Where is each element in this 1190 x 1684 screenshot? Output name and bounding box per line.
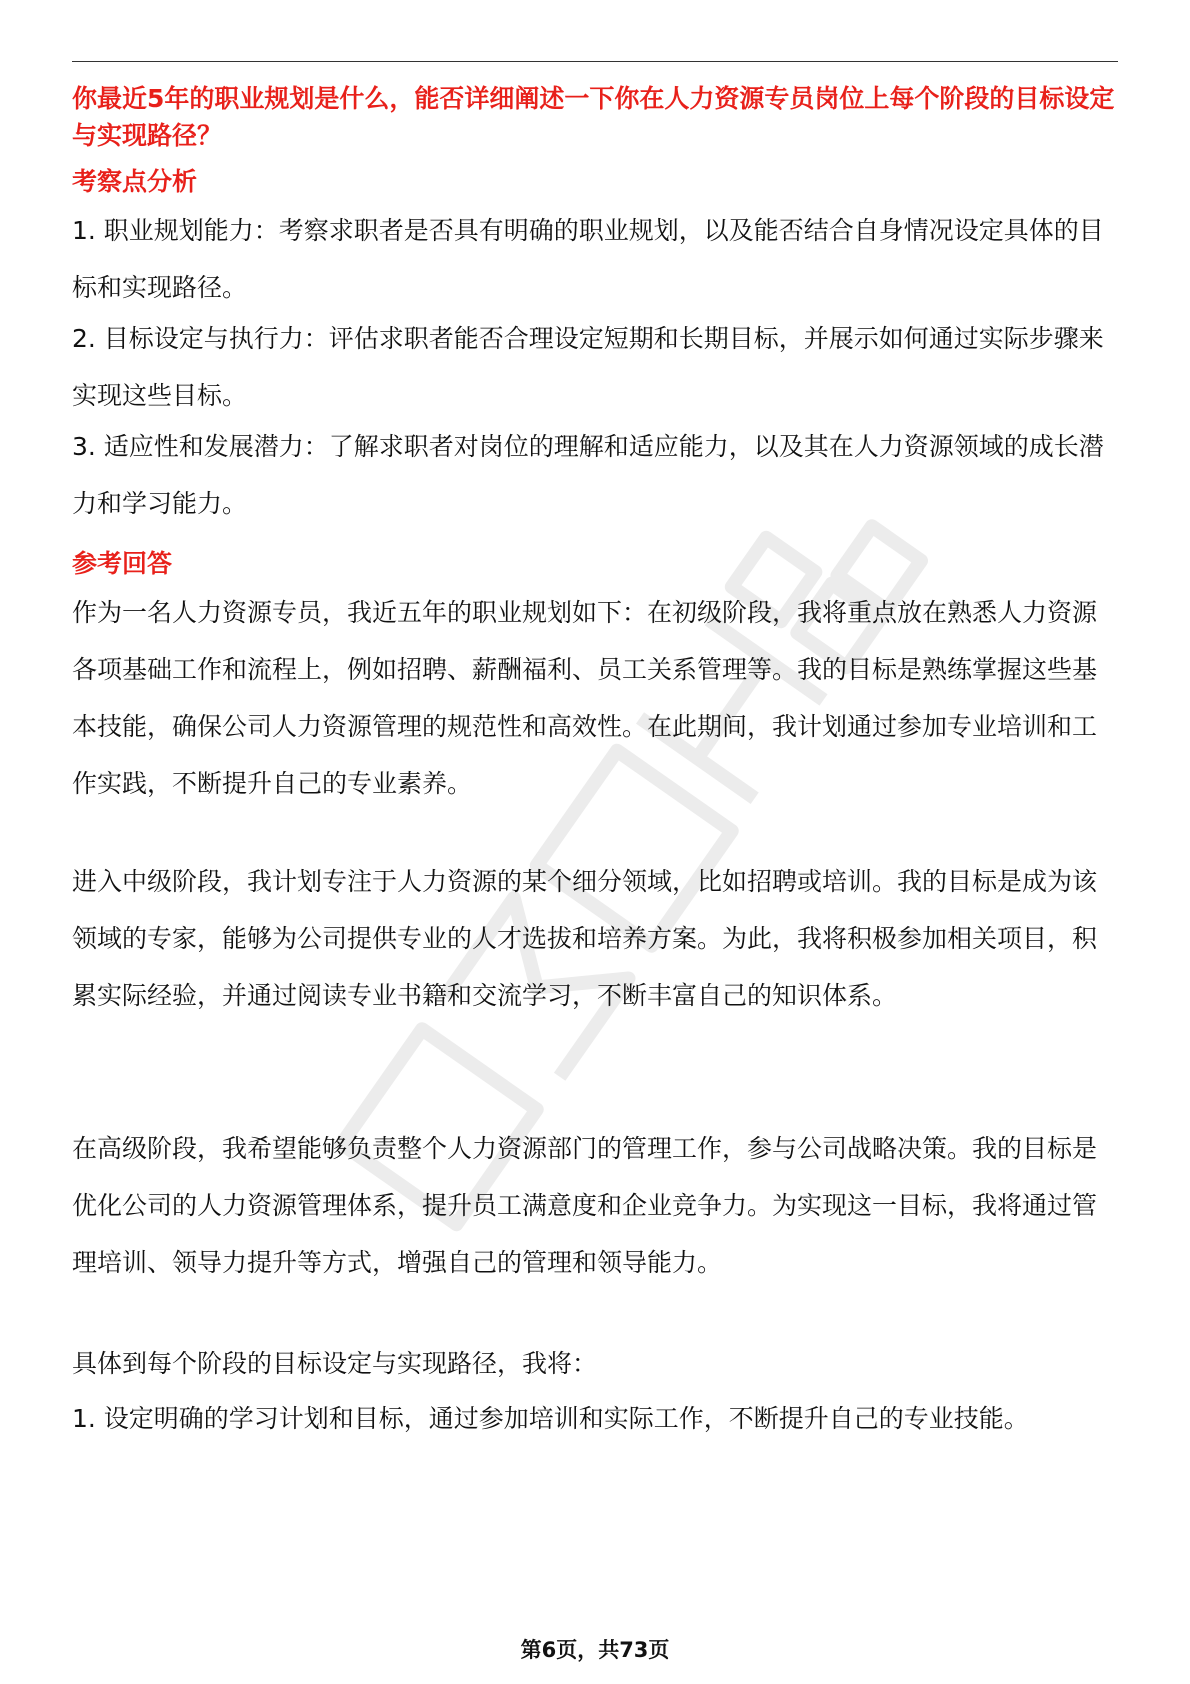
page-number-footer: 第6页，共73页 (520, 1638, 670, 1662)
answer-paragraph-3: 在高级阶段，我希望能够负责整个人力资源部门的管理工作，参与公司战略决策。我的目标是优化公司的人力资源管理体系，提升员工满意度和企业竞争力。为实现这一目标，我将通过管理培训、领导力提升等方式，增强自己的管理和领导能力。 (72, 1134, 1098, 1277)
top-divider (72, 61, 1118, 62)
answer-paragraph-5: 1. 设定明确的学习计划和目标，通过参加培训和实际工作，不断提升自己的专业技能。 (72, 1404, 1029, 1433)
answer-paragraph-1: 作为一名人力资源专员，我近五年的职业规划如下：在初级阶段，我将重点放在熟悉人力资源各项基础工作和流程上，例如招聘、薪酬福利、员工关系管理等。我的目标是熟练掌握这些基本技能，确保公司人力资源管理的规范性和高效性。在此期间，我计划通过参加专业培训和工作实践，不断提升自己的专业素养。 (72, 598, 1098, 798)
analysis-item-1: 1. 职业规划能力：考察求职者是否具有明确的职业规划，以及能否结合自身情况设定具体的目标和实现路径。 (72, 216, 1104, 302)
answer-heading: 参考回答 (72, 549, 173, 578)
question-title: 你最近5年的职业规划是什么，能否详细阐述一下你在人力资源专员岗位上每个阶段的目标设定与实现路径？ (72, 84, 1115, 150)
analysis-item-3: 3. 适应性和发展潜力：了解求职者对岗位的理解和适应能力，以及其在人力资源领域的成长潜力和学习能力。 (72, 432, 1104, 518)
analysis-item-2: 2. 目标设定与执行力：评估求职者能否合理设定短期和长期目标，并展示如何通过实际步骤来实现这些目标。 (72, 324, 1104, 410)
answer-paragraph-2: 进入中级阶段，我计划专注于人力资源的某个细分领域，比如招聘或培训。我的目标是成为该领域的专家，能够为公司提供专业的人才选拔和培养方案。为此，我将积极参加相关项目，积累实际经验，并通过阅读专业书籍和交流学习，不断丰富自己的知识体系。 (72, 867, 1098, 1010)
analysis-heading: 考察点分析 (72, 167, 198, 196)
answer-paragraph-4: 具体到每个阶段的目标设定与实现路径，我将： (72, 1349, 598, 1378)
document-page (72, 0, 1118, 1684)
